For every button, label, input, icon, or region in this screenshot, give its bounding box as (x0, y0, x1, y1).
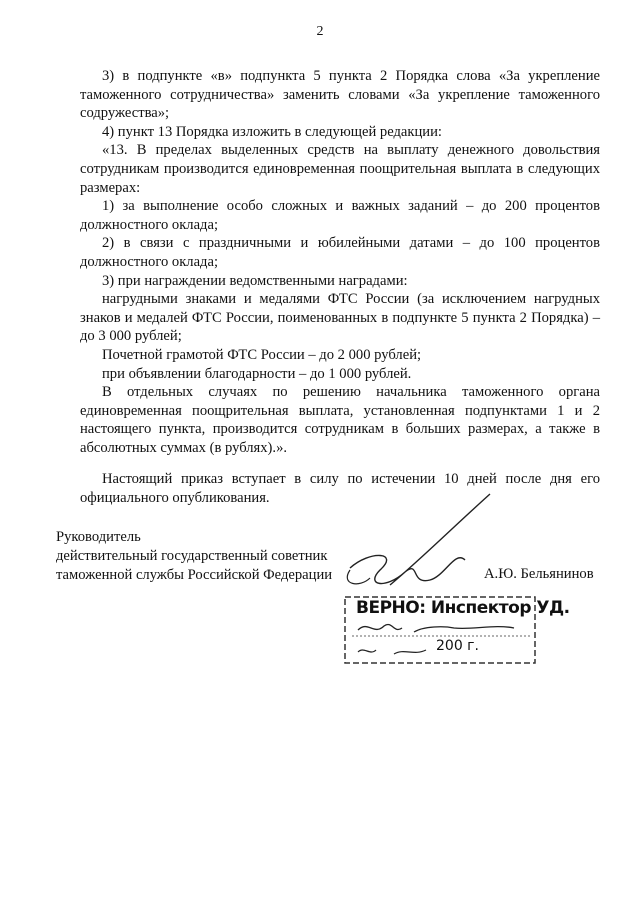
signatory-title: Руководитель (56, 529, 141, 545)
handwritten-signature (330, 490, 510, 600)
paragraph-certificate: Почетной грамотой ФТС России – до 2 000 рублей; (102, 346, 422, 363)
verification-stamp (344, 596, 570, 664)
paragraph-effective: Настоящий приказ вступает в силу по истечении 10 дней после дня его официального опубликования. (80, 471, 600, 507)
paragraph-item-3: 3) в подпункте «в» подпункта 5 пункта 2 Порядка слова «За укрепление таможенного сотрудничества» заменить словами «За укрепление таможенного содружества»; (80, 68, 600, 122)
paragraph-subitem-3: 3) при награждении ведомственными наградами: (102, 272, 408, 289)
document-body (80, 67, 600, 508)
signatory-service: таможенной службы Российской Федерации (56, 567, 333, 583)
paragraph-item-4: 4) пункт 13 Порядка изложить в следующей редакции: (102, 123, 442, 140)
paragraph-gratitude: при объявлении благодарности – до 1 000 рублей. (102, 365, 412, 382)
signatory-name: А.Ю. Бельянинов (484, 566, 594, 582)
paragraph-subitem-2: 2) в связи с праздничными и юбилейными датами – до 100 процентов должностного оклада; (80, 235, 600, 270)
signature-block (56, 528, 332, 585)
paragraph-clause-13: «13. В пределах выделенных средств на выплату денежного довольствия сотрудникам производится единовременная поощрительная выплата в следующих размерах: (80, 142, 600, 196)
paragraph-subitem-1: 1) за выполнение особо сложных и важных заданий – до 200 процентов должностного оклада; (80, 198, 600, 233)
paragraph-special-cases: В отдельных случаях по решению начальника таможенного органа единовременная поощрительная выплата, установленная подпунктами 1 и 2 настоящего пункта, производится сотрудникам в больших размерах, а также в абсолютных суммах (в рублях).». (80, 384, 600, 456)
page-number: 2 (316, 24, 324, 39)
paragraph-badges: нагрудными знаками и медалями ФТС России (за исключением нагрудных знаков и медалей ФТС России, поименованных в подпункте 5 пункта 2 Порядка) – до 3 000 рублей; (80, 291, 600, 345)
stamp-title: ВЕРНО: Инспектор УД. (356, 598, 570, 618)
signatory-rank: действительный государственный советник (56, 548, 328, 564)
stamp-date-year: 200 г. (436, 638, 479, 654)
